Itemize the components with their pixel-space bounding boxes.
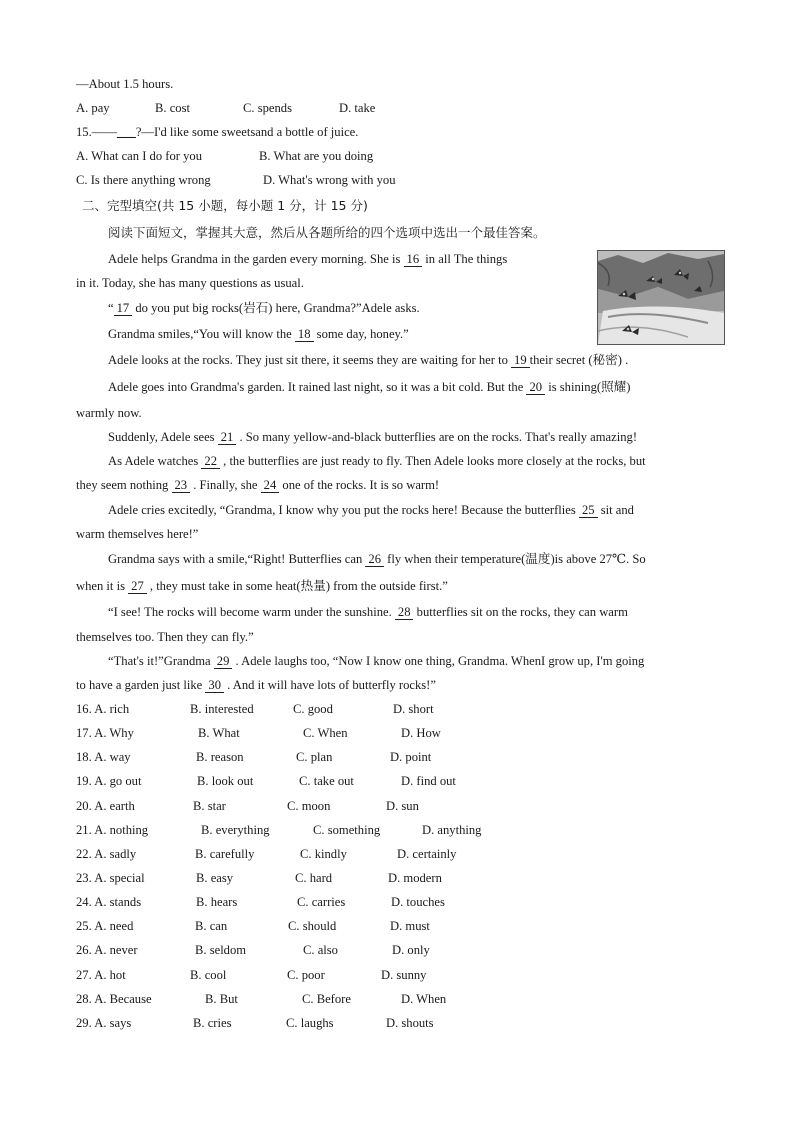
- q28-option-b: [205, 991, 238, 1007]
- q22-option-d: [397, 846, 456, 862]
- option-text: C. plan: [296, 750, 333, 764]
- option-text: D. touches: [391, 895, 445, 909]
- q24-option-c: [297, 894, 345, 910]
- option-text: A. hot: [94, 968, 126, 982]
- q22-option-a: [76, 846, 136, 862]
- blank-28: 28: [395, 605, 414, 620]
- passage-line-14: [76, 578, 448, 594]
- q14-option-b: B. cost: [155, 101, 190, 115]
- passage-text: sit and: [600, 503, 634, 517]
- option-text: D. sunny: [381, 968, 427, 982]
- option-text: A. Why: [94, 726, 134, 740]
- option-text: C. good: [293, 702, 333, 716]
- passage-text: . Finally, she: [193, 478, 258, 492]
- question-number: 23.: [76, 871, 92, 885]
- passage-line-15: [108, 604, 628, 620]
- butterfly-rock-photo: [597, 250, 725, 345]
- option-text: C. take out: [299, 774, 354, 788]
- option-text: B. interested: [190, 702, 254, 716]
- q26-option-a: [76, 942, 138, 958]
- blank-22: 22: [201, 454, 220, 469]
- q17-option-d: [401, 725, 441, 741]
- question-number: 18.: [76, 750, 92, 764]
- passage-text: they seem nothing: [76, 478, 169, 492]
- q18-option-b: [196, 749, 244, 765]
- option-text: D. How: [401, 726, 441, 740]
- option-text: D. point: [390, 750, 432, 764]
- blank-21: 21: [218, 430, 237, 445]
- q20-option-b: [193, 798, 226, 814]
- option-text: D. shouts: [386, 1016, 434, 1030]
- option-text: D. modern: [388, 871, 442, 885]
- option-text: D. certainly: [397, 847, 457, 861]
- passage-line-3: [108, 300, 420, 316]
- q20-option-c: [287, 798, 330, 814]
- option-text: B. easy: [196, 871, 234, 885]
- passage-line-12: warm themselves here!”: [76, 527, 199, 541]
- option-text: D. anything: [422, 823, 482, 837]
- q25-option-c: [288, 918, 336, 934]
- option-text: D. sun: [386, 799, 419, 813]
- q26-option-c: [303, 942, 338, 958]
- q23-option-d: [388, 870, 442, 886]
- option-text: B. reason: [196, 750, 244, 764]
- question-number: 22.: [76, 847, 92, 861]
- passage-text: As Adele watches: [108, 454, 199, 468]
- option-text: B. everything: [201, 823, 270, 837]
- question-number: 28.: [76, 992, 92, 1006]
- blank-20: 20: [526, 380, 545, 395]
- q17-option-a: [76, 725, 134, 741]
- q15-option-b: B. What are you doing: [259, 149, 374, 163]
- q15-option-a: A. What can I do for you: [76, 149, 203, 163]
- q29-option-d: [386, 1015, 434, 1031]
- q17-option-c: [303, 725, 348, 741]
- section-heading: 二、完型填空(共 15 小题，每小题 1 分，计 15 分): [82, 198, 368, 213]
- q22-option-c: [300, 846, 347, 862]
- q15-number: 15.——: [76, 125, 117, 139]
- passage-line-4: [108, 326, 409, 342]
- option-text: B. look out: [197, 774, 254, 788]
- passage-text: some day, honey.”: [316, 327, 409, 341]
- question-number: 17.: [76, 726, 92, 740]
- option-text: A. go out: [94, 774, 142, 788]
- option-text: C. should: [288, 919, 337, 933]
- option-text: A. Because: [94, 992, 152, 1006]
- passage-text: fly when their temperature(温度)is above 27℃. So: [387, 552, 646, 566]
- option-text: A. earth: [94, 799, 135, 813]
- blank-19: 19: [511, 353, 530, 368]
- option-text: B. carefully: [195, 847, 255, 861]
- option-text: A. rich: [94, 702, 130, 716]
- q23-option-b: [196, 870, 233, 886]
- passage-text: “That's it!”Grandma: [108, 654, 211, 668]
- question-number: 21.: [76, 823, 92, 837]
- passage-line-8: [108, 429, 637, 445]
- question-number: 25.: [76, 919, 92, 933]
- option-text: B. But: [205, 992, 238, 1006]
- passage-text: when it is: [76, 579, 125, 593]
- q14-option-d: D. take: [339, 101, 376, 115]
- q29-option-c: [286, 1015, 334, 1031]
- q24-option-d: [391, 894, 445, 910]
- option-text: A. need: [94, 919, 134, 933]
- q23-option-c: [295, 870, 332, 886]
- passage-line-16: themselves too. Then they can fly.”: [76, 630, 254, 644]
- q14-option-c: C. spends: [243, 101, 292, 115]
- passage-text: their secret (秘密) .: [529, 353, 629, 367]
- option-text: C. When: [303, 726, 348, 740]
- q16-option-b: [190, 701, 254, 717]
- question-number: 16.: [76, 702, 92, 716]
- passage-text: Adele cries excitedly, “Grandma, I know why you put the rocks here! Because the butterflies: [108, 503, 576, 517]
- q26-option-b: [195, 942, 246, 958]
- question-number: 20.: [76, 799, 92, 813]
- option-text: C. carries: [297, 895, 346, 909]
- passage-line-6: [108, 379, 630, 395]
- passage-text: “: [108, 301, 114, 315]
- passage-text: Adele goes into Grandma's garden. It rained last night, so it was a bit cold. But the: [108, 380, 524, 394]
- option-text: C. moon: [287, 799, 331, 813]
- option-text: A. never: [94, 943, 138, 957]
- passage-text: , the butterflies are just ready to fly. Then Adele looks more closely at the rocks, but: [223, 454, 646, 468]
- passage-text: Grandma smiles,“You will know the: [108, 327, 292, 341]
- question-number: 24.: [76, 895, 92, 909]
- option-text: C. also: [303, 943, 338, 957]
- option-text: C. something: [313, 823, 381, 837]
- option-text: C. Before: [302, 992, 351, 1006]
- q27-option-b: [190, 967, 226, 983]
- passage-text: , they must take in some heat(热量) from the outside first.”: [149, 579, 448, 593]
- option-text: B. star: [193, 799, 226, 813]
- passage-line-5: [108, 352, 628, 368]
- q28-option-a: [76, 991, 152, 1007]
- option-text: A. special: [94, 871, 145, 885]
- passage-text: Adele helps Grandma in the garden every morning. She is: [108, 252, 401, 266]
- passage-line-11: [108, 502, 634, 518]
- q29-option-b: [193, 1015, 231, 1031]
- passage-text: one of the rocks. It is so warm!: [282, 478, 440, 492]
- question-number: 19.: [76, 774, 92, 788]
- passage-text: Adele looks at the rocks. They just sit there, it seems they are waiting for her to: [108, 353, 508, 367]
- photo-illustration: [598, 251, 724, 344]
- passage-text: in all The things: [425, 252, 508, 266]
- option-text: A. says: [94, 1016, 132, 1030]
- q19-option-a: [76, 773, 141, 789]
- q28-option-d: [401, 991, 446, 1007]
- option-text: D. short: [393, 702, 434, 716]
- q21-option-b: [201, 822, 270, 838]
- passage-line-10: [76, 477, 439, 493]
- passage-text: butterflies sit on the rocks, they can warm: [416, 605, 628, 619]
- option-text: D. only: [392, 943, 430, 957]
- q15-blank: ___: [116, 125, 136, 139]
- blank-16: 16: [404, 252, 423, 267]
- q18-option-d: [390, 749, 431, 765]
- option-text: D. must: [390, 919, 430, 933]
- q25-option-d: [390, 918, 430, 934]
- passage-text: do you put big rocks(岩石) here, Grandma?”Adele asks.: [135, 301, 420, 315]
- q17-option-b: [198, 725, 240, 741]
- passage-line-7: warmly now.: [76, 406, 142, 420]
- option-text: C. poor: [287, 968, 325, 982]
- option-text: B. cries: [193, 1016, 232, 1030]
- option-text: C. kindly: [300, 847, 347, 861]
- passage-line-17: [108, 653, 644, 669]
- passage-text: . And it will have lots of butterfly rocks!”: [227, 678, 436, 692]
- q16-option-d: [393, 701, 434, 717]
- q27-option-c: [287, 967, 325, 983]
- q16-option-a: [76, 701, 129, 717]
- q21-option-c: [313, 822, 380, 838]
- blank-27: 27: [128, 579, 147, 594]
- q15-question: [76, 124, 358, 140]
- blank-24: 24: [261, 478, 280, 493]
- passage-line-9: [108, 453, 646, 469]
- q21-option-d: [422, 822, 481, 838]
- section-instruction: 阅读下面短文，掌握其大意，然后从各题所给的四个选项中选出一个最佳答案。: [108, 225, 546, 240]
- option-text: D. find out: [401, 774, 456, 788]
- q19-option-d: [401, 773, 456, 789]
- question-number: 26.: [76, 943, 92, 957]
- option-text: A. nothing: [94, 823, 149, 837]
- q15-option-d: D. What's wrong with you: [263, 173, 396, 187]
- passage-line-2: in it. Today, she has many questions as usual.: [76, 276, 304, 290]
- question-number: 29.: [76, 1016, 92, 1030]
- blank-26: 26: [365, 552, 384, 567]
- q27-option-d: [381, 967, 426, 983]
- passage-text: . Adele laughs too, “Now I know one thing, Grandma. WhenI grow up, I'm going: [235, 654, 645, 668]
- q18-option-c: [296, 749, 332, 765]
- q23-option-a: [76, 870, 145, 886]
- option-text: C. hard: [295, 871, 333, 885]
- passage-text: is shining(照耀): [548, 380, 631, 394]
- option-text: B. seldom: [195, 943, 247, 957]
- blank-25: 25: [579, 503, 598, 518]
- option-text: A. way: [94, 750, 131, 764]
- q15-question-text: ?—I'd like some sweetsand a bottle of juice.: [135, 125, 359, 139]
- question-number: 27.: [76, 968, 92, 982]
- option-text: C. laughs: [286, 1016, 334, 1030]
- blank-30: 30: [205, 678, 224, 693]
- passage-line-18: [76, 677, 436, 693]
- q14-answer-line: —About 1.5 hours.: [76, 77, 174, 91]
- passage-text: to have a garden just like: [76, 678, 203, 692]
- option-text: B. cool: [190, 968, 227, 982]
- q15-option-c: C. Is there anything wrong: [76, 173, 211, 187]
- passage-line-13: [108, 551, 646, 567]
- passage-text: “I see! The rocks will become warm under the sunshine.: [108, 605, 392, 619]
- passage-line-1: [108, 251, 507, 267]
- passage-text: Suddenly, Adele sees: [108, 430, 215, 444]
- blank-23: 23: [172, 478, 191, 493]
- q14-option-a: A. pay: [76, 101, 110, 115]
- passage-text: . So many yellow-and-black butterflies are on the rocks. That's really amazing!: [239, 430, 638, 444]
- option-text: B. hears: [196, 895, 238, 909]
- q28-option-c: [302, 991, 351, 1007]
- option-text: B. can: [195, 919, 228, 933]
- option-text: D. When: [401, 992, 447, 1006]
- q25-option-a: [76, 918, 133, 934]
- q25-option-b: [195, 918, 227, 934]
- q19-option-c: [299, 773, 354, 789]
- q24-option-b: [196, 894, 237, 910]
- q20-option-d: [386, 798, 419, 814]
- blank-18: 18: [295, 327, 314, 342]
- option-text: A. stands: [94, 895, 142, 909]
- q24-option-a: [76, 894, 141, 910]
- option-text: B. What: [198, 726, 240, 740]
- q20-option-a: [76, 798, 135, 814]
- q19-option-b: [197, 773, 253, 789]
- blank-17: 17: [114, 301, 133, 316]
- q26-option-d: [392, 942, 430, 958]
- q29-option-a: [76, 1015, 131, 1031]
- q21-option-a: [76, 822, 148, 838]
- q16-option-c: [293, 701, 333, 717]
- q27-option-a: [76, 967, 126, 983]
- blank-29: 29: [214, 654, 233, 669]
- option-text: A. sadly: [94, 847, 137, 861]
- q22-option-b: [195, 846, 254, 862]
- passage-text: Grandma says with a smile,“Right! Butterflies can: [108, 552, 363, 566]
- q18-option-a: [76, 749, 131, 765]
